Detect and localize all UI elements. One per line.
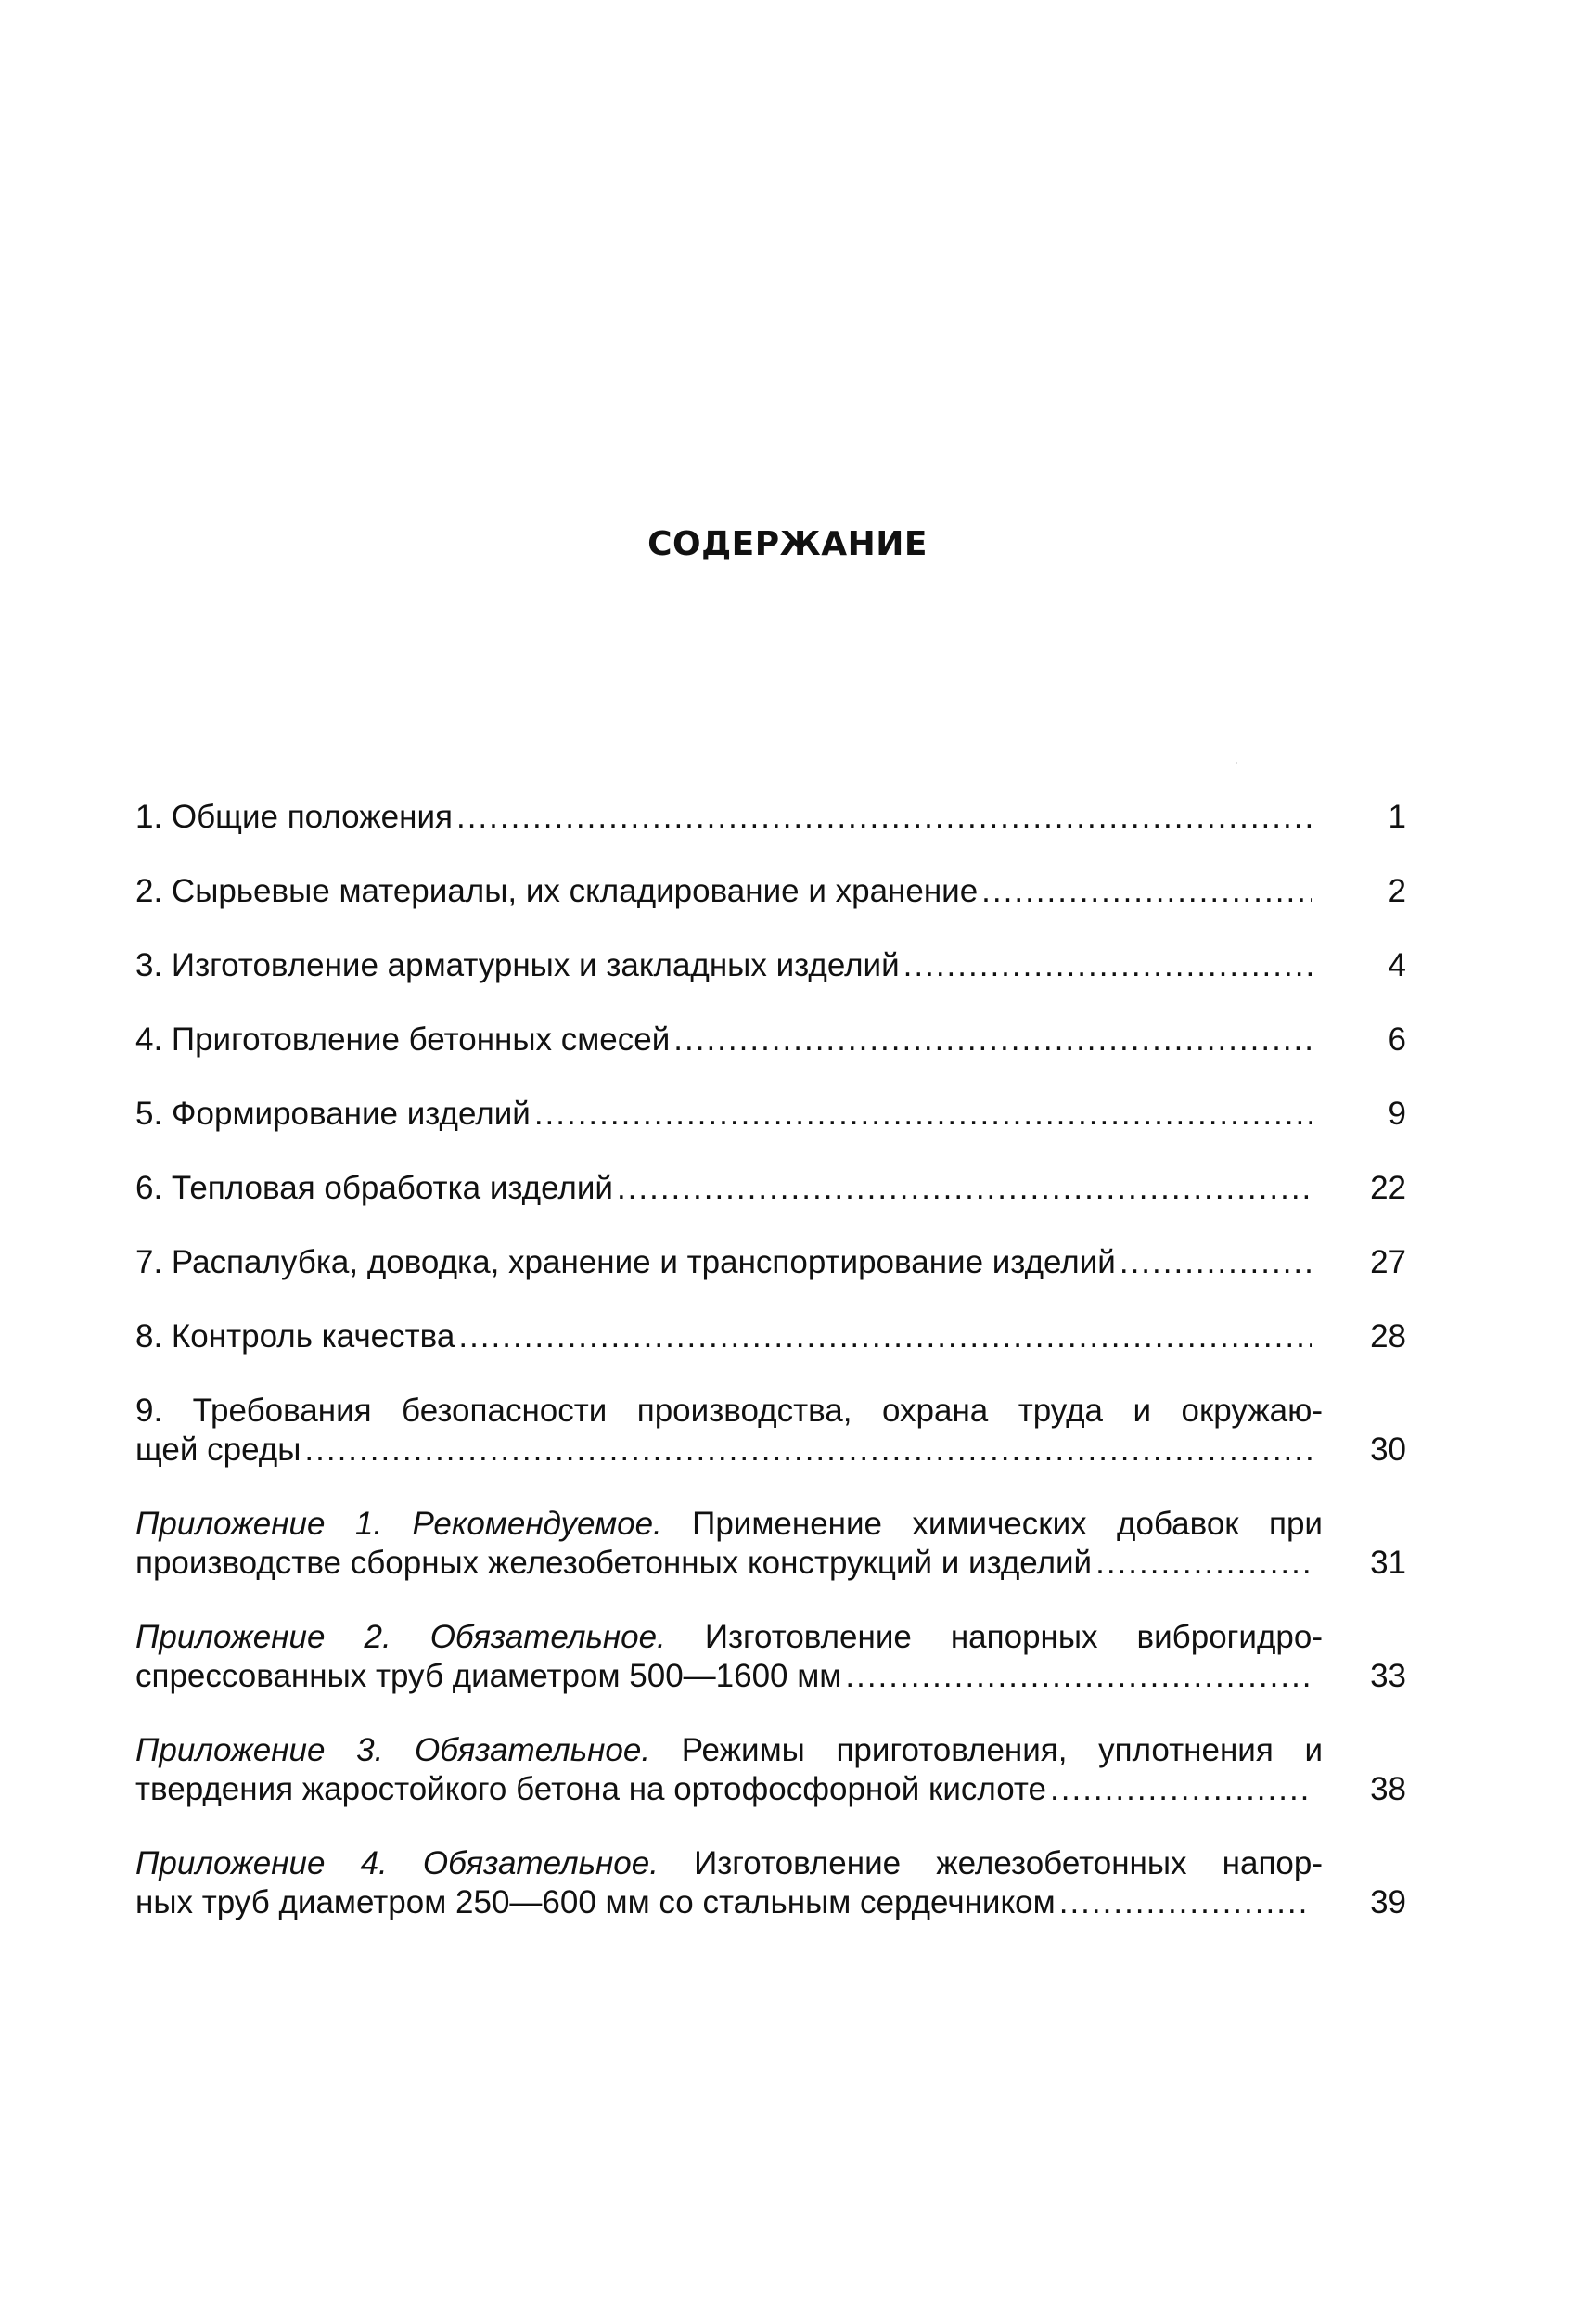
toc-entry-title: 4. Приготовление бетонных смесей <box>135 1021 671 1058</box>
toc-page-number: 6 <box>1388 1021 1406 1058</box>
toc-page-number: 31 <box>1370 1545 1406 1581</box>
toc-entry-title-line-2: щей среды <box>135 1432 301 1468</box>
toc-entry-8[interactable] <box>135 1317 1406 1356</box>
toc-entry-text <box>135 872 1323 911</box>
dot-leader <box>845 1657 1312 1696</box>
toc-entry-title: 1. Общие положения <box>135 799 453 835</box>
dot-leader <box>456 798 1312 837</box>
toc-appendix-4[interactable] <box>135 1844 1406 1922</box>
toc-entry-text <box>135 798 1323 837</box>
page-title: СОДЕРЖАНИЕ <box>647 525 928 563</box>
toc-page-number: 22 <box>1370 1170 1406 1206</box>
toc-entry-2[interactable] <box>135 872 1406 911</box>
appendix-title-line-1: Режимы приготовления, уплотнения и <box>681 1732 1323 1768</box>
toc-entry-5[interactable] <box>135 1095 1406 1134</box>
table-of-contents <box>135 798 1406 1958</box>
toc-page-number: 30 <box>1370 1432 1406 1468</box>
toc-page-number: 33 <box>1370 1658 1406 1694</box>
dot-leader <box>1095 1544 1312 1583</box>
toc-entry-text <box>135 946 1323 985</box>
appendix-title-line-1: Изготовление напорных виброгидро- <box>704 1619 1323 1655</box>
dot-leader <box>534 1095 1312 1134</box>
toc-entry-text <box>135 1095 1323 1134</box>
appendix-label: Приложение 3. Обязательное. <box>135 1732 651 1768</box>
toc-page-number: 38 <box>1370 1771 1406 1807</box>
toc-appendix-2[interactable] <box>135 1618 1406 1696</box>
appendix-title-line-2: спрессованных труб диаметром 500—1600 мм <box>135 1658 842 1694</box>
toc-entry-9[interactable] <box>135 1392 1406 1470</box>
appendix-title-line-1: Применение химических добавок при <box>692 1506 1323 1542</box>
toc-page-number: 27 <box>1370 1244 1406 1280</box>
toc-entry-title: 6. Тепловая обработка изделий <box>135 1170 613 1206</box>
toc-entry-3[interactable] <box>135 946 1406 985</box>
dot-leader <box>304 1431 1312 1470</box>
scan-speck <box>1236 762 1237 764</box>
toc-page-number: 1 <box>1388 799 1406 835</box>
dot-leader <box>673 1021 1312 1059</box>
toc-entry-text <box>135 1169 1323 1208</box>
toc-entry-title-line-1: 9. Требования безопасности производства, охрана труда и окружаю- <box>135 1393 1323 1429</box>
toc-entry-text <box>135 1731 1323 1809</box>
appendix-title-line-2: твердения жаростойкого бетона на ортофосфорной кислоте <box>135 1771 1047 1807</box>
toc-page-number: 28 <box>1370 1318 1406 1355</box>
dot-leader <box>903 946 1312 985</box>
appendix-title-line-1: Изготовление железобетонных напор- <box>694 1845 1323 1881</box>
dot-leader <box>1050 1770 1312 1809</box>
toc-entry-text <box>135 1392 1323 1470</box>
toc-entry-text <box>135 1021 1323 1059</box>
appendix-label: Приложение 1. Рекомендуемое. <box>135 1506 662 1542</box>
toc-entry-1[interactable] <box>135 798 1406 837</box>
toc-appendix-1[interactable] <box>135 1505 1406 1583</box>
dot-leader <box>1120 1243 1312 1282</box>
toc-entry-7[interactable] <box>135 1243 1406 1282</box>
appendix-title-line-2: ных труб диаметром 250—600 мм со стальным сердечником <box>135 1884 1056 1920</box>
toc-entry-title: 8. Контроль качества <box>135 1318 455 1355</box>
toc-entry-text <box>135 1844 1323 1922</box>
toc-entry-6[interactable] <box>135 1169 1406 1208</box>
toc-entry-4[interactable] <box>135 1021 1406 1059</box>
toc-page-number: 2 <box>1388 873 1406 909</box>
dot-leader <box>458 1317 1312 1356</box>
toc-entry-text <box>135 1618 1323 1696</box>
toc-entry-title: 7. Распалубка, доводка, хранение и транспортирование изделий <box>135 1244 1116 1280</box>
appendix-label: Приложение 4. Обязательное. <box>135 1845 659 1881</box>
dot-leader <box>981 872 1312 911</box>
toc-entry-title: 3. Изготовление арматурных и закладных изделий <box>135 947 900 983</box>
appendix-title-line-2: производстве сборных железобетонных конструкций и изделий <box>135 1545 1093 1581</box>
toc-entry-title: 2. Сырьевые материалы, их складирование и хранение <box>135 873 979 909</box>
appendix-label: Приложение 2. Обязательное. <box>135 1619 666 1655</box>
toc-page-number: 9 <box>1388 1096 1406 1132</box>
toc-appendix-3[interactable] <box>135 1731 1406 1809</box>
dot-leader <box>617 1169 1312 1208</box>
toc-entry-text <box>135 1243 1323 1282</box>
toc-entry-text <box>135 1505 1323 1583</box>
toc-entry-title: 5. Формирование изделий <box>135 1096 531 1132</box>
dot-leader <box>1059 1883 1312 1922</box>
toc-page-number: 4 <box>1388 947 1406 983</box>
toc-page-number: 39 <box>1370 1884 1406 1920</box>
toc-entry-text <box>135 1317 1323 1356</box>
